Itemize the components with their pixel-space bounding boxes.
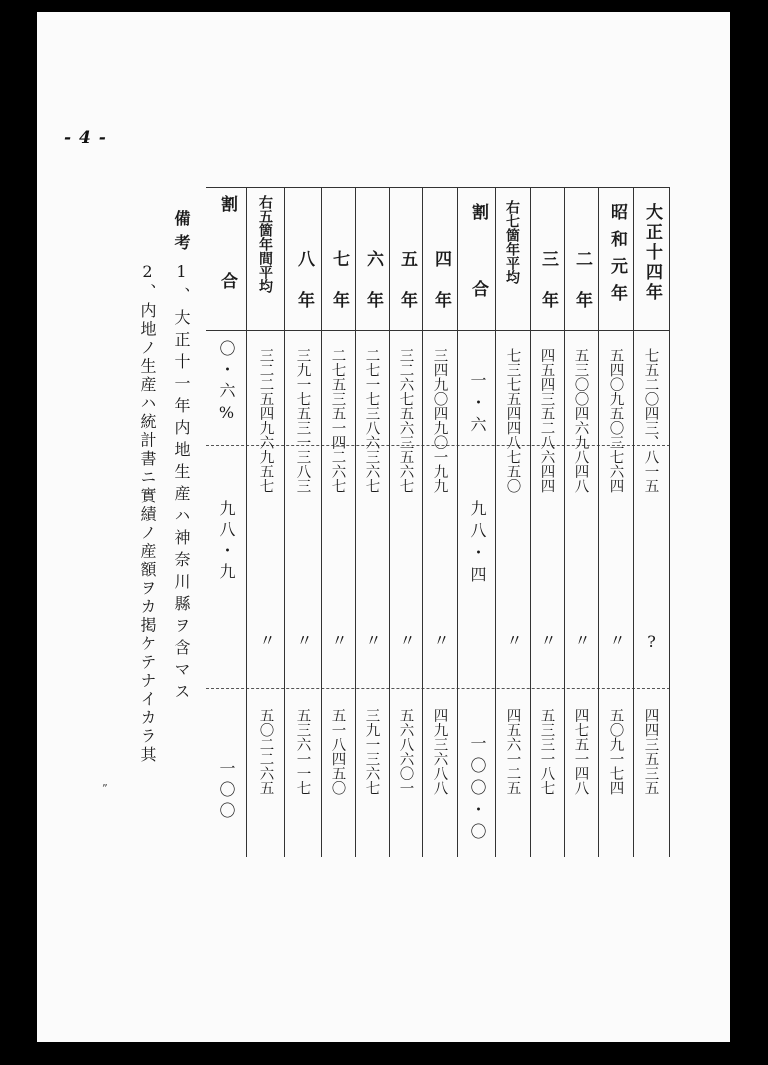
table-cell: 四七五一四八 — [572, 708, 589, 795]
col-divider — [284, 187, 285, 857]
table-cell: 二七五三五一四二六七 — [329, 348, 346, 493]
row-header: 八年 — [294, 250, 314, 332]
row-header: 六年 — [363, 250, 383, 332]
page-number: - 4 - — [64, 128, 107, 148]
col-divider — [457, 187, 458, 857]
table-cell: 五〇九一七四 — [607, 708, 624, 795]
table-cell: 五〇二二六五 — [257, 708, 274, 795]
note-label: 備考 — [172, 210, 191, 258]
col-divider — [389, 187, 390, 857]
row-header: 割合 — [468, 203, 488, 357]
row-header: 七年 — [329, 250, 349, 332]
table-top-border — [206, 187, 670, 188]
row-separator-2 — [206, 688, 670, 689]
table-cell: 〃 — [538, 632, 557, 648]
row-header: 五年 — [397, 250, 417, 332]
table-cell: 〃 — [607, 632, 626, 648]
table-cell: 五三六一一七 — [294, 708, 311, 795]
table-cell: 〇・六% — [217, 340, 236, 427]
table-cell: 〃 — [397, 632, 416, 648]
table-cell: 一〇〇・〇 — [468, 735, 487, 845]
col-divider — [246, 187, 247, 857]
table-cell: 四五六一二五 — [504, 708, 521, 795]
row-header: 三年 — [538, 250, 558, 332]
table-cell: 四四三五三五 — [642, 708, 659, 795]
table-cell: 一〇〇 — [217, 760, 236, 823]
col-divider — [355, 187, 356, 857]
table-cell: 〃 — [572, 632, 591, 648]
table-cell: 五四〇九五〇三七六四 — [607, 348, 624, 493]
col-divider — [564, 187, 565, 857]
row-header: 大正十四年 — [642, 203, 662, 303]
table-cell: 五六八六〇一 — [397, 708, 414, 795]
row-header: 右五箇年間平均 — [257, 195, 273, 293]
table-cell: 三二二五四九六九五七 — [257, 348, 274, 493]
table-cell: 二七一七三八六三六七 — [363, 348, 380, 493]
table-cell: 〃 — [294, 632, 313, 648]
row-header: 割合 — [217, 195, 237, 349]
table-cell: 七五二〇四三、八一五 — [642, 348, 659, 493]
table-cell: 五三〇〇四六九八四八 — [572, 348, 589, 493]
table-cell: 〃 — [504, 632, 523, 648]
col-divider — [530, 187, 531, 857]
note-2: 2、内地ノ生産ハ統計書ニ實績ノ産額ヲカ掲ケテナイカラ其 — [138, 262, 157, 765]
col-divider — [598, 187, 599, 857]
col-divider — [495, 187, 496, 857]
table-cell: 四五四三五二八六四四 — [538, 348, 555, 493]
col-divider — [422, 187, 423, 857]
margin-mark: ” — [102, 782, 108, 795]
table-cell: 七三七五四四八七五〇 — [504, 348, 521, 493]
note-1: 1、大正十一年内地生産ハ神奈川縣ヲ含マス — [172, 262, 191, 705]
table-cell: 九八・四 — [468, 500, 487, 588]
row-header: 右七箇年平均 — [504, 200, 520, 284]
table-cell: 九八・九 — [217, 500, 236, 584]
row-header: 四年 — [431, 250, 451, 332]
col-divider — [321, 187, 322, 857]
table-cell: 三九一三六七 — [363, 708, 380, 795]
table-cell: 五一八四五〇 — [329, 708, 346, 795]
table-cell: ? — [642, 632, 661, 651]
table-cell: 三二六七五六三五六七 — [397, 348, 414, 493]
table-cell: 四九三六八八 — [431, 708, 448, 795]
col-divider — [669, 187, 670, 857]
table-cell: 五三三一八七 — [538, 708, 555, 795]
table-cell: 〃 — [363, 632, 382, 648]
col-divider — [633, 187, 634, 857]
table-cell: 〃 — [329, 632, 348, 648]
row-header: 二年 — [572, 250, 592, 332]
table-cell: 〃 — [431, 632, 450, 648]
table-cell: 一・六 — [468, 372, 487, 438]
table-cell: 三四九〇四九〇一九九 — [431, 348, 448, 493]
table-cell: 三九一七五三一三八三 — [294, 348, 311, 493]
row-header: 昭和元年 — [607, 203, 627, 311]
table-cell: 〃 — [257, 632, 276, 648]
